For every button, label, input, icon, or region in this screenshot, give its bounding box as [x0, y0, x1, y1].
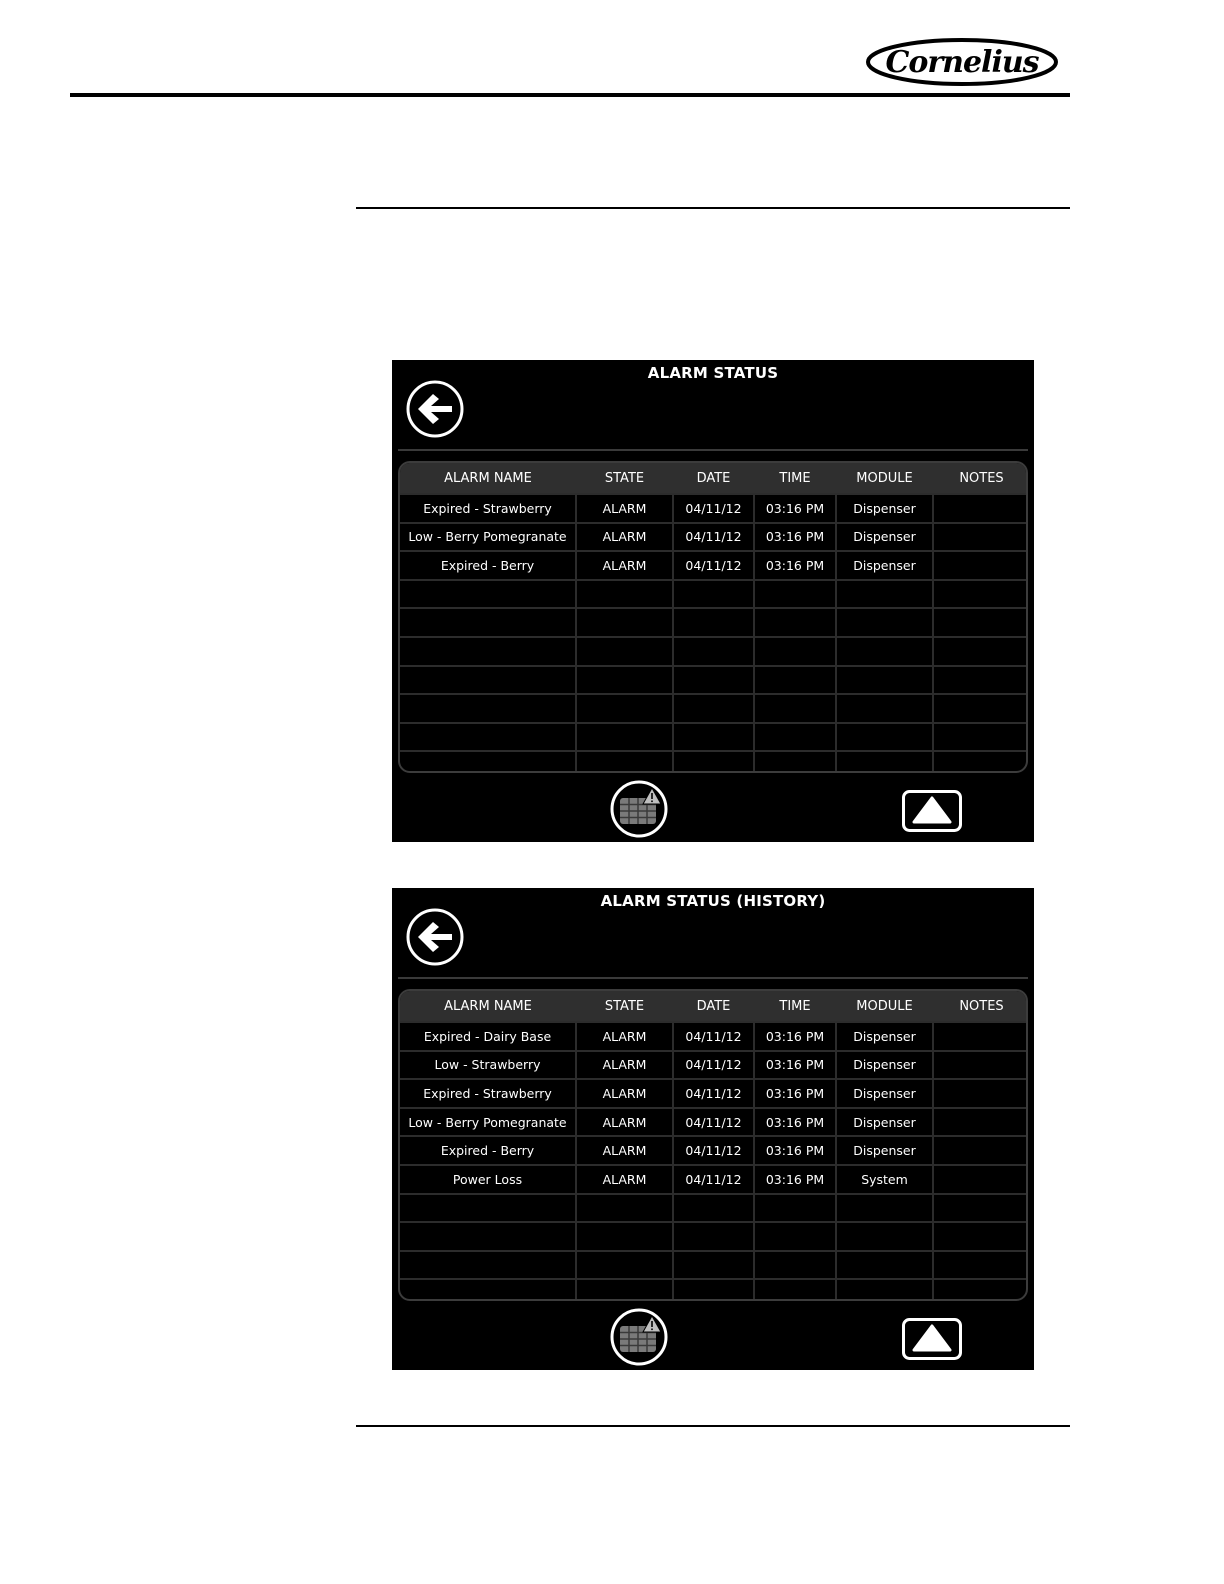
cell-state: [576, 1279, 673, 1301]
column-header-alarm-name: ALARM NAME: [400, 463, 576, 494]
cell-notes: [933, 1022, 1028, 1051]
cell-time: [754, 1222, 836, 1251]
cell-alarm-name: [400, 1251, 576, 1280]
cell-alarm-name: Low - Berry Pomegranate: [400, 523, 576, 552]
cell-module: [836, 1251, 933, 1280]
cell-module: Dispenser: [836, 1108, 933, 1137]
cell-module: System: [836, 1165, 933, 1194]
cell-module: [836, 1194, 933, 1223]
cell-alarm-name: Low - Berry Pomegranate: [400, 1108, 576, 1137]
screen-title: ALARM STATUS (HISTORY): [600, 892, 826, 910]
table-row[interactable]: [400, 1251, 1028, 1280]
table-row[interactable]: [400, 523, 1028, 552]
alarm-history-button[interactable]: [610, 1308, 668, 1366]
cell-time: 03:16 PM: [754, 1108, 836, 1137]
cell-date: [673, 1194, 754, 1223]
cell-module: Dispenser: [836, 1022, 933, 1051]
cell-alarm-name: [400, 723, 576, 752]
cell-module: Dispenser: [836, 494, 933, 523]
cell-alarm-name: [400, 580, 576, 609]
cell-module: [836, 637, 933, 666]
footer-divider: [356, 1425, 1070, 1427]
cell-notes: [933, 1079, 1028, 1108]
cell-state: ALARM: [576, 1108, 673, 1137]
column-header-state: STATE: [576, 991, 673, 1022]
cell-notes: [933, 523, 1028, 552]
alarm-status-screen: [392, 360, 1034, 842]
cell-alarm-name: Power Loss: [400, 1165, 576, 1194]
cell-module: Dispenser: [836, 1136, 933, 1165]
cell-alarm-name: [400, 1194, 576, 1223]
cell-time: [754, 723, 836, 752]
cell-date: [673, 608, 754, 637]
cell-time: [754, 1251, 836, 1280]
cell-date: [673, 694, 754, 723]
cell-alarm-name: Expired - Berry: [400, 1136, 576, 1165]
cell-notes: [933, 1136, 1028, 1165]
cell-notes: [933, 494, 1028, 523]
cell-time: [754, 637, 836, 666]
back-arrow-icon: [406, 908, 464, 966]
cell-date: [673, 723, 754, 752]
cell-state: [576, 637, 673, 666]
cell-state: ALARM: [576, 494, 673, 523]
up-arrow-icon: [902, 1318, 962, 1360]
cell-state: ALARM: [576, 1165, 673, 1194]
cell-date: 04/11/12: [673, 1108, 754, 1137]
cell-state: ALARM: [576, 551, 673, 580]
table-row[interactable]: [400, 1279, 1028, 1301]
cell-state: [576, 608, 673, 637]
cell-module: [836, 751, 933, 773]
table-row[interactable]: [400, 666, 1028, 695]
alarm-history-button[interactable]: [610, 780, 668, 838]
cell-date: 04/11/12: [673, 1051, 754, 1080]
cell-state: [576, 694, 673, 723]
cell-state: [576, 1194, 673, 1223]
table-row[interactable]: [400, 1194, 1028, 1223]
column-header-module: MODULE: [836, 991, 933, 1022]
table-header-row: [400, 991, 1028, 1022]
cell-time: [754, 694, 836, 723]
cell-state: ALARM: [576, 523, 673, 552]
cell-module: [836, 608, 933, 637]
cell-state: [576, 751, 673, 773]
cell-state: [576, 1251, 673, 1280]
section-divider: [356, 207, 1070, 209]
column-header-notes: NOTES: [933, 463, 1028, 494]
cell-time: 03:16 PM: [754, 551, 836, 580]
column-header-time: TIME: [754, 463, 836, 494]
cell-date: [673, 1279, 754, 1301]
alarm-history-icon: [610, 1308, 668, 1366]
cell-state: [576, 723, 673, 752]
cell-notes: [933, 751, 1028, 773]
cell-notes: [933, 1279, 1028, 1301]
alarm-table-container: [398, 461, 1028, 773]
table-row[interactable]: [400, 1222, 1028, 1251]
scroll-up-button[interactable]: [902, 1318, 962, 1360]
alarm-table: [400, 463, 1028, 773]
table-row[interactable]: [400, 1022, 1028, 1051]
cell-alarm-name: [400, 694, 576, 723]
cell-state: ALARM: [576, 1079, 673, 1108]
cell-time: [754, 1194, 836, 1223]
cell-date: 04/11/12: [673, 1165, 754, 1194]
header-rule: [398, 977, 1028, 979]
cornelius-logo: [864, 36, 1060, 88]
table-row[interactable]: [400, 751, 1028, 773]
cell-time: [754, 666, 836, 695]
cell-time: [754, 751, 836, 773]
table-row[interactable]: [400, 637, 1028, 666]
cell-state: [576, 580, 673, 609]
cell-module: [836, 723, 933, 752]
cell-time: 03:16 PM: [754, 1136, 836, 1165]
column-header-date: DATE: [673, 463, 754, 494]
back-arrow-icon: [406, 380, 464, 438]
cell-alarm-name: [400, 666, 576, 695]
cell-time: [754, 580, 836, 609]
cell-state: [576, 1222, 673, 1251]
column-header-date: DATE: [673, 991, 754, 1022]
cell-alarm-name: [400, 608, 576, 637]
cell-date: 04/11/12: [673, 1022, 754, 1051]
cell-notes: [933, 608, 1028, 637]
column-header-alarm-name: ALARM NAME: [400, 991, 576, 1022]
alarm-history-screen: [392, 888, 1034, 1370]
cell-notes: [933, 637, 1028, 666]
table-row[interactable]: [400, 1136, 1028, 1165]
cell-state: ALARM: [576, 1051, 673, 1080]
table-row[interactable]: [400, 494, 1028, 523]
cell-alarm-name: [400, 1279, 576, 1301]
cell-date: 04/11/12: [673, 551, 754, 580]
header-rule: [398, 449, 1028, 451]
cell-notes: [933, 1194, 1028, 1223]
cell-module: Dispenser: [836, 1051, 933, 1080]
cell-time: 03:16 PM: [754, 494, 836, 523]
cell-state: ALARM: [576, 1022, 673, 1051]
cell-state: ALARM: [576, 1136, 673, 1165]
cell-module: Dispenser: [836, 551, 933, 580]
cell-module: [836, 694, 933, 723]
table-row[interactable]: [400, 1051, 1028, 1080]
cell-time: [754, 608, 836, 637]
column-header-module: MODULE: [836, 463, 933, 494]
cell-time: 03:16 PM: [754, 1165, 836, 1194]
cell-notes: [933, 1108, 1028, 1137]
table-row[interactable]: [400, 694, 1028, 723]
cell-module: [836, 1222, 933, 1251]
cell-notes: [933, 723, 1028, 752]
up-arrow-icon: [902, 790, 962, 832]
cell-date: [673, 1251, 754, 1280]
cell-time: 03:16 PM: [754, 1022, 836, 1051]
cell-module: [836, 1279, 933, 1301]
cell-date: [673, 580, 754, 609]
table-row[interactable]: [400, 1079, 1028, 1108]
cell-alarm-name: Expired - Dairy Base: [400, 1022, 576, 1051]
alarm-history-icon: [610, 780, 668, 838]
cell-time: [754, 1279, 836, 1301]
table-header-row: [400, 463, 1028, 494]
cell-alarm-name: Expired - Strawberry: [400, 494, 576, 523]
table-row[interactable]: [400, 1165, 1028, 1194]
header-divider: [70, 93, 1070, 97]
alarm-history-table: [400, 991, 1028, 1301]
cell-notes: [933, 1165, 1028, 1194]
cell-date: [673, 751, 754, 773]
cell-alarm-name: Low - Strawberry: [400, 1051, 576, 1080]
cell-state: [576, 666, 673, 695]
cell-date: 04/11/12: [673, 494, 754, 523]
table-row[interactable]: [400, 608, 1028, 637]
cell-alarm-name: Expired - Berry: [400, 551, 576, 580]
cell-notes: [933, 666, 1028, 695]
cell-module: Dispenser: [836, 1079, 933, 1108]
cell-module: Dispenser: [836, 523, 933, 552]
cell-date: 04/11/12: [673, 1136, 754, 1165]
cell-notes: [933, 694, 1028, 723]
table-row[interactable]: [400, 551, 1028, 580]
cell-date: [673, 666, 754, 695]
back-button[interactable]: [406, 380, 464, 438]
column-header-time: TIME: [754, 991, 836, 1022]
cell-notes: [933, 580, 1028, 609]
scroll-up-button[interactable]: [902, 790, 962, 832]
cell-module: [836, 666, 933, 695]
cell-time: 03:16 PM: [754, 523, 836, 552]
cell-alarm-name: Expired - Strawberry: [400, 1079, 576, 1108]
alarm-table-container: [398, 989, 1028, 1301]
back-button[interactable]: [406, 908, 464, 966]
cell-date: [673, 1222, 754, 1251]
column-header-notes: NOTES: [933, 991, 1028, 1022]
logo-wordmark: Cornelius: [885, 44, 1039, 80]
table-row[interactable]: [400, 723, 1028, 752]
cell-module: [836, 580, 933, 609]
cell-date: 04/11/12: [673, 1079, 754, 1108]
screen-title: ALARM STATUS: [647, 364, 779, 382]
column-header-state: STATE: [576, 463, 673, 494]
cell-notes: [933, 1251, 1028, 1280]
cell-notes: [933, 551, 1028, 580]
cell-time: 03:16 PM: [754, 1051, 836, 1080]
cell-alarm-name: [400, 637, 576, 666]
cell-notes: [933, 1051, 1028, 1080]
cell-alarm-name: [400, 751, 576, 773]
cell-date: [673, 637, 754, 666]
cell-alarm-name: [400, 1222, 576, 1251]
cell-notes: [933, 1222, 1028, 1251]
cell-date: 04/11/12: [673, 523, 754, 552]
table-row[interactable]: [400, 580, 1028, 609]
cell-time: 03:16 PM: [754, 1079, 836, 1108]
table-row[interactable]: [400, 1108, 1028, 1137]
